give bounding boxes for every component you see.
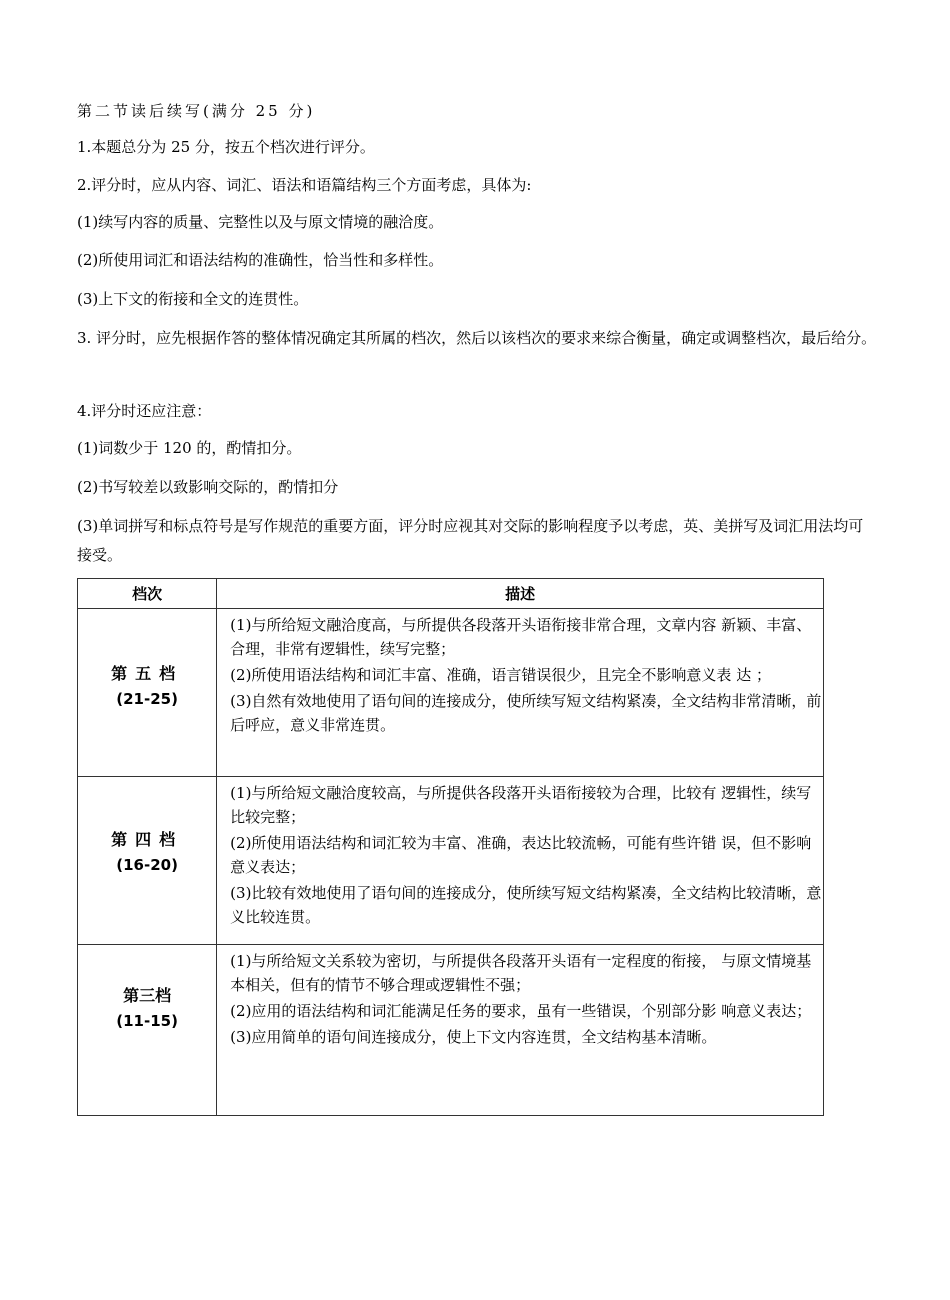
description-item: (2)应用的语法结构和词汇能满足任务的要求，虽有一些错误，个别部分影 响意义表达； xyxy=(230,1002,812,1020)
rule-1: 1.本题总分为 25 分，按五个档次进行评分。 xyxy=(77,138,375,156)
rule-2-item-3: (3)上下文的衔接和全文的连贯性。 xyxy=(77,290,309,308)
description-item: (3)应用简单的语句间连接成分，使上下文内容连贯，全文结构基本清晰。 xyxy=(230,1028,717,1046)
rule-4-item-1: (1)词数少于 120 的，酌情扣分。 xyxy=(77,439,302,457)
description-item: (1)与所给短文关系较为密切，与所提供各段落开头语有一定程度的衔接， 与原文情境基本相关，但有的情节不够合理或逻辑性不强； xyxy=(230,952,812,994)
table-header-row xyxy=(78,579,824,609)
description-item: (2)所使用语法结构和词汇较为丰富、准确，表达比较流畅，可能有些许错 误，但不影响意义表达； xyxy=(230,834,812,876)
level-name: 第五档 xyxy=(111,664,184,683)
rule-4-item-3: (3)单词拼写和标点符号是写作规范的重要方面，评分时应视其对交际的影响程度予以考虑，英、美拼写及词汇用法均可接受。 xyxy=(77,517,864,564)
rule-2-item-1: (1)续写内容的质量、完整性以及与原文情境的融洽度。 xyxy=(77,213,444,231)
section-heading: 第二节读后续写(满分 25 分) xyxy=(77,102,316,120)
rule-2: 2.评分时，应从内容、词汇、语法和语篇结构三个方面考虑，具体为: xyxy=(77,176,532,194)
table-row xyxy=(78,945,824,1116)
rule-4: 4.评分时还应注意： xyxy=(77,402,212,420)
level-range: (11-15) xyxy=(116,1012,178,1030)
description-item: (1)与所给短文融洽度较高，与所提供各段落开头语衔接较为合理，比较有 逻辑性，续写比较完整； xyxy=(230,784,812,826)
description-cell xyxy=(217,609,824,777)
rule-2-item-2: (2)所使用词汇和语法结构的准确性，恰当性和多样性。 xyxy=(77,251,444,269)
level-range: (16-20) xyxy=(116,856,178,874)
header-description: 描述 xyxy=(217,579,824,609)
description-cell xyxy=(217,945,824,1116)
description-item: (1)与所给短文融洽度高，与所提供各段落开头语衔接非常合理，文章内容 新颖、丰富、合理，非常有逻辑性，续写完整； xyxy=(230,616,812,658)
description-cell xyxy=(217,777,824,945)
rule-4-item-2: (2)书写较差以致影响交际的，酌情扣分 xyxy=(77,478,339,496)
rule-3: 3. 评分时，应先根据作答的整体情况确定其所属的档次，然后以该档次的要求来综合衡量，确定或调整档次，最后给分。 xyxy=(77,329,877,347)
level-cell xyxy=(78,609,217,777)
description-item: (2)所使用语法结构和词汇丰富、准确，语言错误很少，且完全不影响意义表 达 ； xyxy=(230,666,771,684)
level-name: 第三档 xyxy=(123,986,172,1005)
table-row xyxy=(78,609,824,777)
level-range: (21-25) xyxy=(116,690,178,708)
scoring-rubric-table xyxy=(77,578,824,1116)
level-cell xyxy=(78,945,217,1116)
description-item: (3)自然有效地使用了语句间的连接成分，使所续写短文结构紧凑，全文结构非常清晰，前后呼应，意义非常连贯。 xyxy=(230,692,822,734)
description-item: (3)比较有效地使用了语句间的连接成分，使所续写短文结构紧凑，全文结构比较清晰，意义比较连贯。 xyxy=(230,884,822,926)
header-level: 档次 xyxy=(78,579,217,609)
level-name: 第四档 xyxy=(111,830,184,849)
level-cell xyxy=(78,777,217,945)
table-row xyxy=(78,777,824,945)
